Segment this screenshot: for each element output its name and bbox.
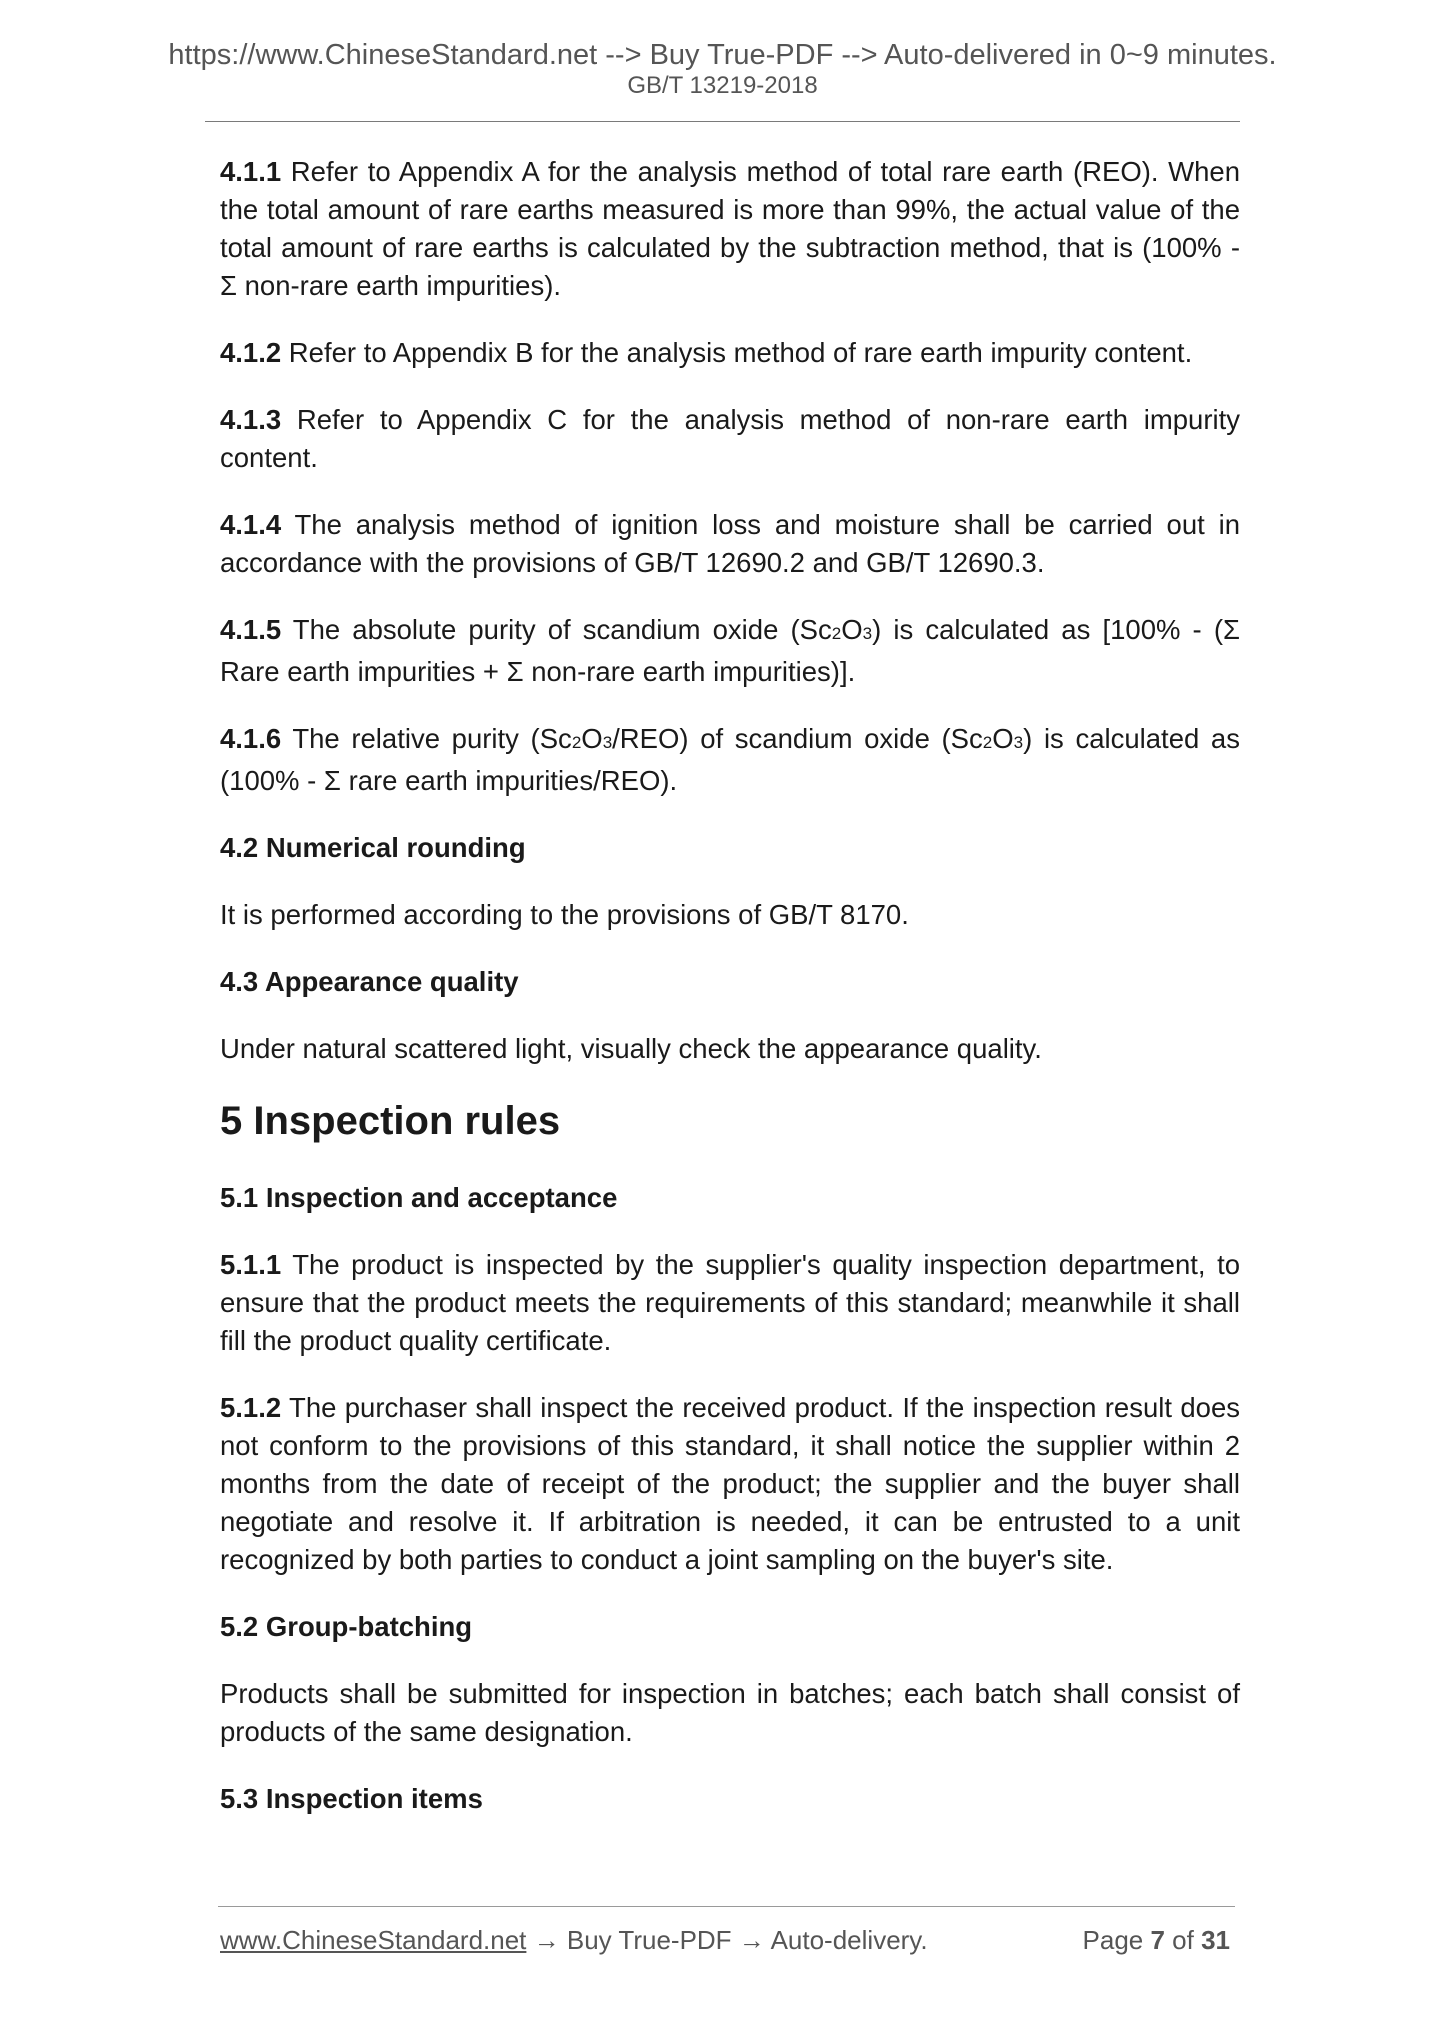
clause-number: 4.1.5 [220,614,282,645]
document-body [220,153,1240,1847]
clause-text: ) is calculated as (100% - Σ rare earth impurities/REO). [220,723,1240,796]
clause-text: The product is inspected by the supplier's quality inspection department, to ensure that the product meets the requirements of this standard; meanwhile it shall fill the product quality certificate. [220,1249,1240,1356]
heading-5-3: 5.3 Inspection items [220,1783,483,1814]
subscript: 3 [602,733,613,752]
clause-4-1-2 [220,334,1240,372]
heading-chapter-5: 5 Inspection rules [220,1099,561,1143]
page-indicator [1083,1923,1230,1957]
clause-number: 4.1.1 [220,156,282,187]
clause-5-1-1 [220,1246,1240,1360]
clause-4-1-4 [220,506,1240,582]
clause-text: /REO) of scandium oxide (Sc [612,723,983,754]
paragraph-4-2: It is performed according to the provisions of GB/T 8170. [220,899,909,930]
heading-5-2: 5.2 Group-batching [220,1611,473,1642]
of-label: of [1164,1925,1202,1955]
clause-text: O [992,723,1014,754]
heading-4-3: 4.3 Appearance quality [220,966,519,997]
subscript: 3 [1013,733,1024,752]
clause-text: O [841,614,863,645]
page-label: Page [1082,1925,1151,1955]
top-banner: https://www.ChineseStandard.net --> Buy True-PDF --> Auto-delivered in 0~9 minutes. [168,39,1277,71]
footer-text: → Buy True-PDF → Auto-delivery. [526,1925,928,1955]
footer-divider [218,1906,1235,1907]
clause-text: Refer to Appendix A for the analysis method of total rare earth (REO). When the total amount of rare earths measured is more than 99%, the actual value of the total amount of rare earths is calculated by the subtraction method, that is (100% - Σ non-rare earth impurities). [220,156,1240,301]
subscript: 2 [571,733,582,752]
footer-site-link[interactable]: www.ChineseStandard.net [220,1925,527,1955]
clause-text: The analysis method of ignition loss and moisture shall be carried out in accordance with the provisions of GB/T 12690.2 and GB/T 12690.3. [220,509,1240,578]
clause-number: 4.1.2 [220,337,282,368]
subscript: 2 [982,733,993,752]
page-footer [220,1923,1230,1957]
clause-text: The purchaser shall inspect the received product. If the inspection result does not conform to the provisions of this standard, it shall notice the supplier within 2 months from the date of receipt of the product; the supplier and the buyer shall negotiate and resolve it. If arbitration is needed, it can be entrusted to a unit recognized by both parties to conduct a joint sampling on the buyer's site. [220,1392,1240,1575]
subscript: 2 [831,624,842,643]
paragraph-5-2: Products shall be submitted for inspection in batches; each batch shall consist of products of the same designation. [220,1678,1240,1747]
page-number: 7 [1150,1925,1165,1955]
clause-text: ) is calculated as [100% - (Σ Rare earth impurities + Σ non-rare earth impurities)]. [220,614,1240,687]
standard-code: GB/T 13219-2018 [627,72,818,99]
paragraph-4-3: Under natural scattered light, visually check the appearance quality. [220,1033,1042,1064]
clause-text: The relative purity (Sc [281,723,572,754]
clause-text: The absolute purity of scandium oxide (Sc [281,614,832,645]
clause-text: Refer to Appendix C for the analysis method of non-rare earth impurity content. [220,404,1240,473]
subscript: 3 [862,624,873,643]
clause-4-1-1 [220,153,1240,305]
clause-4-1-3 [220,401,1240,477]
heading-4-2: 4.2 Numerical rounding [220,832,526,863]
clause-text: O [581,723,603,754]
total-pages: 31 [1201,1925,1230,1955]
header-divider [205,121,1240,122]
clause-text: Refer to Appendix B for the analysis method of rare earth impurity content. [281,337,1193,368]
clause-number: 5.1.2 [220,1392,282,1423]
heading-5-1: 5.1 Inspection and acceptance [220,1182,618,1213]
clause-4-1-5 [220,611,1240,691]
clause-number: 5.1.1 [220,1249,282,1280]
clause-number: 4.1.3 [220,404,282,435]
clause-4-1-6 [220,720,1240,800]
clause-number: 4.1.6 [220,723,282,754]
clause-5-1-2 [220,1389,1240,1579]
clause-number: 4.1.4 [220,509,282,540]
